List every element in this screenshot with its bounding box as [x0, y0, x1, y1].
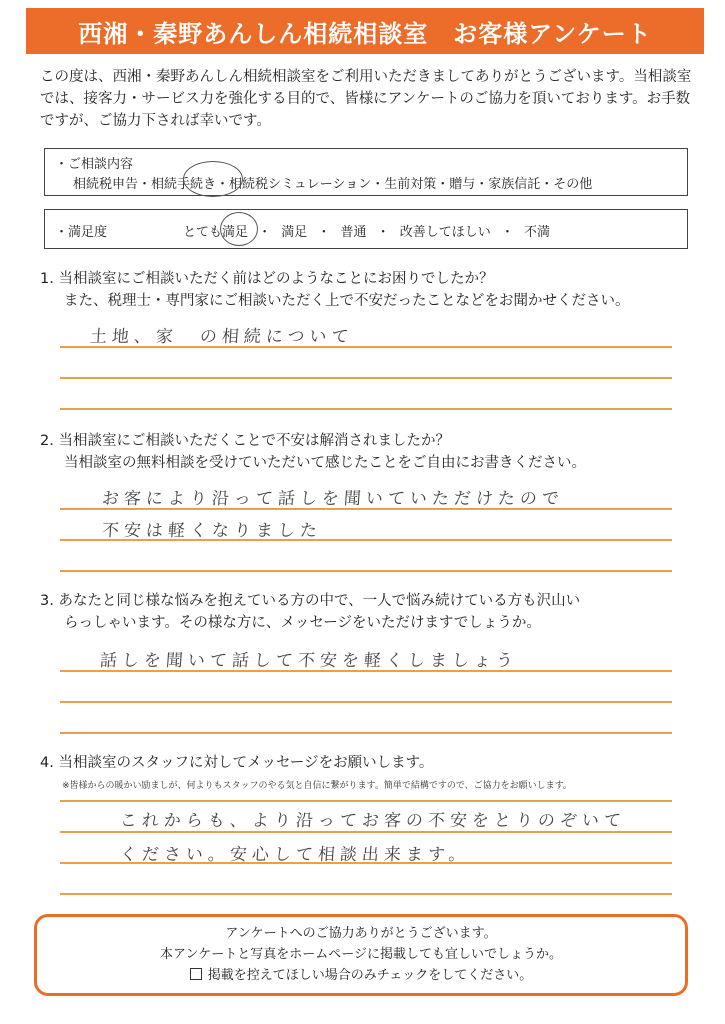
footer-consent: [37, 965, 685, 986]
handwritten-answer: 不安は軽くなりました: [101, 521, 323, 541]
answer-line: [60, 408, 672, 410]
answer-line: [60, 862, 672, 864]
question-1: [40, 268, 690, 312]
answer-line: [60, 346, 672, 348]
question-3: [40, 590, 690, 634]
satisfaction-label: ・満足度: [55, 225, 108, 240]
answer-line: [60, 732, 672, 734]
consent-checkbox[interactable]: [190, 968, 202, 980]
handwritten-answer: お客により沿って話しを聞いていただけたので: [101, 489, 565, 509]
answer-line: [60, 893, 672, 895]
question-note: ※皆様からの暖かい励ましが、何よりもスタッフのやる気と自信に繋がります。簡単で結構ですので、ご協力をお願いします。: [62, 781, 572, 791]
answer-line: [60, 539, 672, 541]
question-text: らっしゃいます。その様な方に、メッセージをいただけますでしょうか。: [64, 615, 541, 631]
satisfaction-box: [44, 209, 688, 249]
satisfaction-options: とても満足 ・ 満足 ・ 普通 ・ 改善してほしい ・ 不満: [183, 225, 551, 240]
handwritten-answer: 土地、家 の相続について: [89, 327, 355, 347]
page-title: 西湘・秦野あんしん相続相談室 お客様アンケート: [26, 8, 704, 54]
question-text: また、税理士・専門家にご相談いただく上で不安だったことなどをお聞かせください。: [64, 293, 630, 309]
footer-thanks: アンケートへのご協力ありがとうございます。: [225, 926, 497, 941]
footer-box: [34, 914, 688, 996]
consult-type-box: [44, 148, 688, 196]
handwritten-answer: 話しを聞いて話して不安を軽くしましょう: [99, 651, 519, 671]
question-text: 当相談室の無料相談を受けていただいて感じたことをご自由にお書きください。: [64, 455, 586, 471]
question-4: [40, 752, 690, 774]
question-text: 4. 当相談室のスタッフに対してメッセージをお願いします。: [40, 755, 434, 771]
answer-line: [60, 831, 672, 833]
handwritten-answer: これからも、より沿ってお客の不安をとりのぞいて: [119, 811, 627, 831]
intro-text: この度は、西湘・秦野あんしん相続相談室をご利用いただきましてありがとうございます。当相談室では、接客力・サービス力を強化する目的で、皆様にアンケートのご協力を頂いております。お手数ですが、ご協力下されば幸いです。: [40, 69, 692, 129]
question-text: 1. 当相談室にご相談いただく前はどのようなことにお困りでしたか？: [40, 271, 494, 287]
answer-line: [60, 701, 672, 703]
answer-line: [60, 800, 672, 802]
footer-question: 本アンケートと写真をホームページに掲載しても宜しいでしょうか。: [160, 947, 562, 962]
consult-type-options: 相続税申告・相続手続き・相続税シミュレーション・生前対策・贈与・家族信託・その他: [73, 177, 593, 192]
consult-type-label: ・ご相談内容: [55, 157, 134, 172]
answer-line: [60, 670, 672, 672]
selection-circle: [183, 161, 243, 197]
selection-circle: [220, 212, 258, 246]
question-text: 3. あなたと同じ様な悩みを抱えている方の中で、一人で悩み続けている方も沢山い: [40, 593, 581, 609]
answer-line: [60, 570, 672, 572]
question-2: [40, 430, 690, 474]
question-text: 2. 当相談室にご相談いただくことで不安は解消されましたか？: [40, 433, 450, 449]
answer-line: [60, 377, 672, 379]
handwritten-answer: ください。安心して相談出来ます。: [119, 845, 472, 865]
answer-line: [60, 508, 672, 510]
consent-label: 掲載を控えてほしい場合のみチェックをしてください。: [207, 968, 533, 983]
